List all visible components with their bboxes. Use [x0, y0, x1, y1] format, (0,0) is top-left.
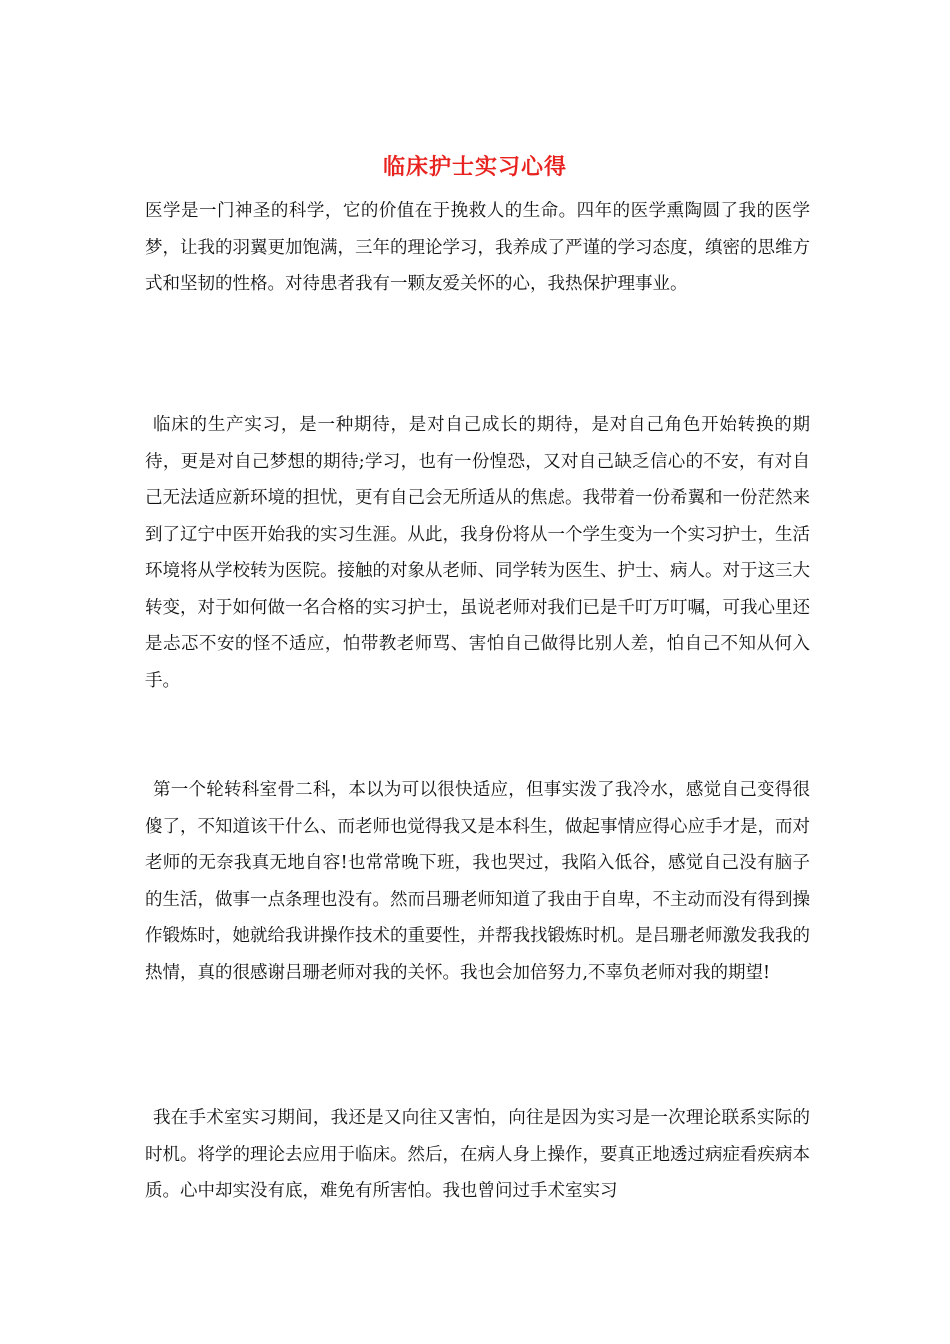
paragraph-orthopedics-rotation: 第一个轮转科室骨二科，本以为可以很快适应，但事实泼了我冷水，感觉自己变得很傻了，不知道该干什么、而老师也觉得我又是本科生，做起事情应得心应手才是，而对老师的无奈我真无地自容!也常常晚下班，我也哭过，我陷入低谷，感觉自己没有脑子的生活，做事一点条理也没有。然而吕珊老师知道了我由于自卑，不主动而没有得到操作锻炼时，她就给我讲操作技术的重要性，并帮我找锻炼时机。是吕珊老师激发我我的热情，真的很感谢吕珊老师对我的关怀。我也会加倍努力,不辜负老师对我的期望! [145, 780, 810, 983]
document-title: 临床护士实习心得 [382, 154, 567, 180]
paragraph-clinical-practice: 临床的生产实习，是一种期待，是对自己成长的期待，是对自己角色开始转换的期待，更是对自己梦想的期待;学习，也有一份惶恐，又对自己缺乏信心的不安，有对自己无法适应新环境的担忧，更有自己会无所适从的焦虑。我带着一份希翼和一份茫然来到了辽宁中医开始我的实习生涯。从此，我身份将从一个学生变为一个实习护士，生活环境将从学校转为医院。接触的对象从老师、同学转为医生、护士、病人。对于这三大转变，对于如何做一名合格的实习护士，虽说老师对我们已是千叮万叮嘱，可我心里还是忐忑不安的怪不适应，怕带教老师骂、害怕自己做得比别人差，怕自己不知从何入手。 [145, 415, 810, 691]
paragraph-intro: 医学是一门神圣的科学，它的价值在于挽救人的生命。四年的医学熏陶圆了我的医学梦，让我的羽翼更加饱满，三年的理论学习，我养成了严谨的学习态度，缜密的思维方式和坚韧的性格。对待患者我有一颗友爱关怀的心，我热保护理事业。 [145, 201, 810, 294]
paragraph-operating-room: 我在手术室实习期间，我还是又向往又害怕，向往是因为实习是一次理论联系实际的时机。将学的理论去应用于临床。然后，在病人身上操作，要真正地透过病症看疾病本质。心中却实没有底，难免有所害怕。我也曾问过手术室实习 [145, 1108, 810, 1201]
